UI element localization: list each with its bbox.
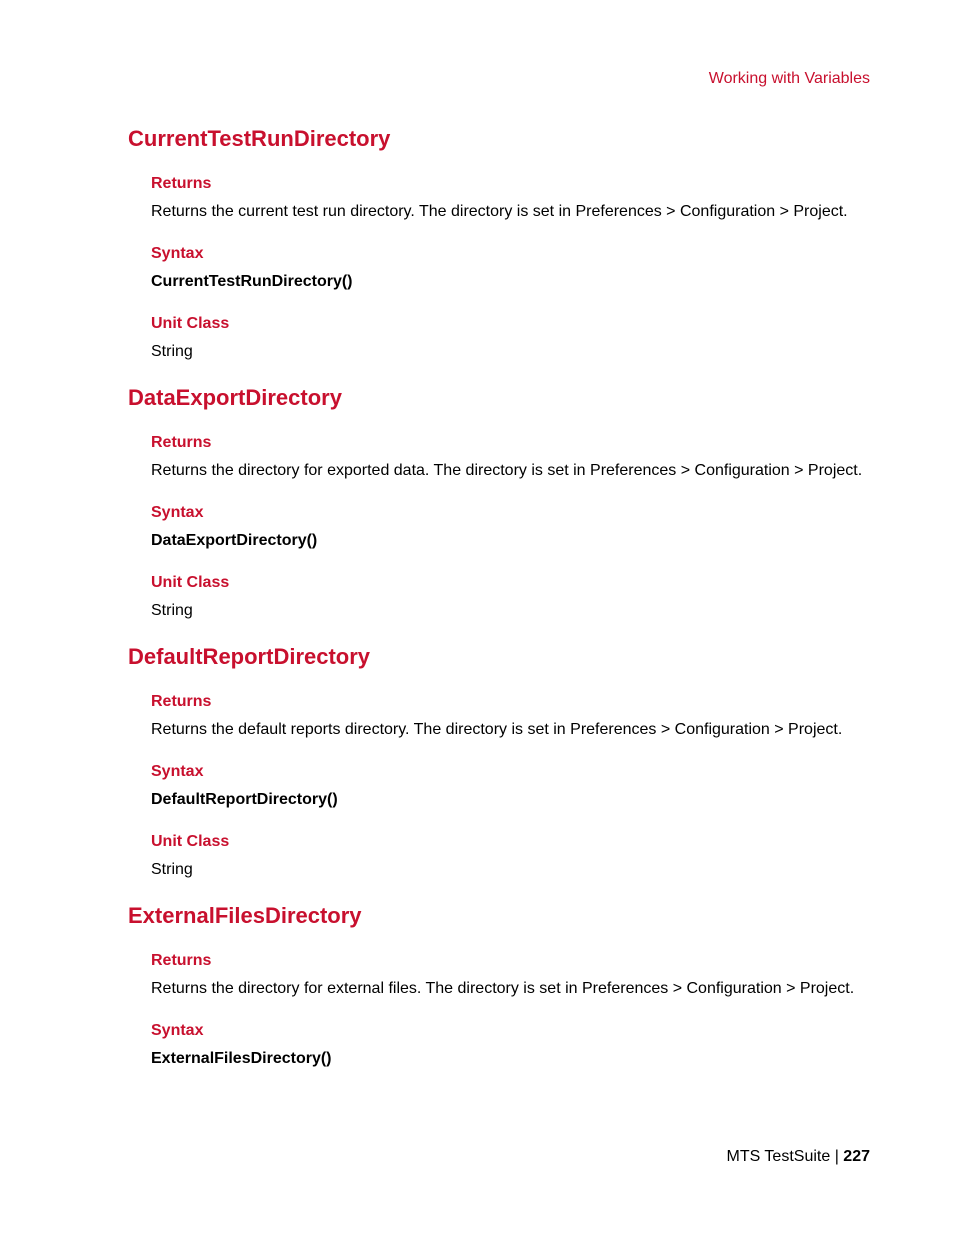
returns-field	[151, 951, 870, 999]
returns-label: Returns	[151, 434, 212, 451]
syntax-label: Syntax	[151, 1022, 204, 1039]
footer-product: MTS TestSuite	[726, 1148, 831, 1165]
syntax-field	[151, 1021, 870, 1069]
section-current-test-run-directory	[128, 122, 870, 362]
syntax-text: DataExportDirectory()	[151, 532, 318, 549]
section-title: DefaultReportDirectory	[128, 644, 371, 669]
returns-label: Returns	[151, 952, 212, 969]
returns-field	[151, 433, 870, 481]
unit-class-label: Unit Class	[151, 574, 230, 591]
unit-class-text: String	[151, 602, 193, 619]
unit-class-label: Unit Class	[151, 833, 230, 850]
unit-class-text: String	[151, 861, 193, 878]
returns-label: Returns	[151, 175, 212, 192]
page-content	[128, 122, 870, 1069]
syntax-label: Syntax	[151, 245, 204, 262]
page-number: 227	[843, 1148, 870, 1165]
syntax-field	[151, 762, 870, 810]
unit-class-field	[151, 573, 870, 621]
returns-text: Returns the directory for exported data. The directory is set in Preferences > Configuration > Project.	[151, 462, 863, 479]
section-default-report-directory	[128, 640, 870, 880]
returns-field	[151, 692, 870, 740]
footer-separator: |	[830, 1148, 844, 1165]
unit-class-text: String	[151, 343, 193, 360]
unit-class-label: Unit Class	[151, 315, 230, 332]
returns-field	[151, 174, 870, 222]
syntax-field	[151, 244, 870, 292]
syntax-text: DefaultReportDirectory()	[151, 791, 338, 808]
returns-text: Returns the default reports directory. The directory is set in Preferences > Configuration > Project.	[151, 721, 843, 738]
returns-text: Returns the current test run directory. The directory is set in Preferences > Configuration > Project.	[151, 203, 848, 220]
unit-class-field	[151, 832, 870, 880]
running-header: Working with Variables	[708, 70, 870, 87]
syntax-label: Syntax	[151, 763, 204, 780]
section-title: DataExportDirectory	[128, 385, 342, 410]
section-title: CurrentTestRunDirectory	[128, 126, 391, 151]
section-data-export-directory	[128, 381, 870, 621]
section-external-files-directory	[128, 899, 870, 1069]
syntax-label: Syntax	[151, 504, 204, 521]
syntax-field	[151, 503, 870, 551]
syntax-text: ExternalFilesDirectory()	[151, 1050, 332, 1067]
returns-text: Returns the directory for external files. The directory is set in Preferences > Configuration > Project.	[151, 980, 855, 997]
syntax-text: CurrentTestRunDirectory()	[151, 273, 353, 290]
returns-label: Returns	[151, 693, 212, 710]
unit-class-field	[151, 314, 870, 362]
page-footer	[727, 1148, 871, 1166]
section-title: ExternalFilesDirectory	[128, 903, 362, 928]
